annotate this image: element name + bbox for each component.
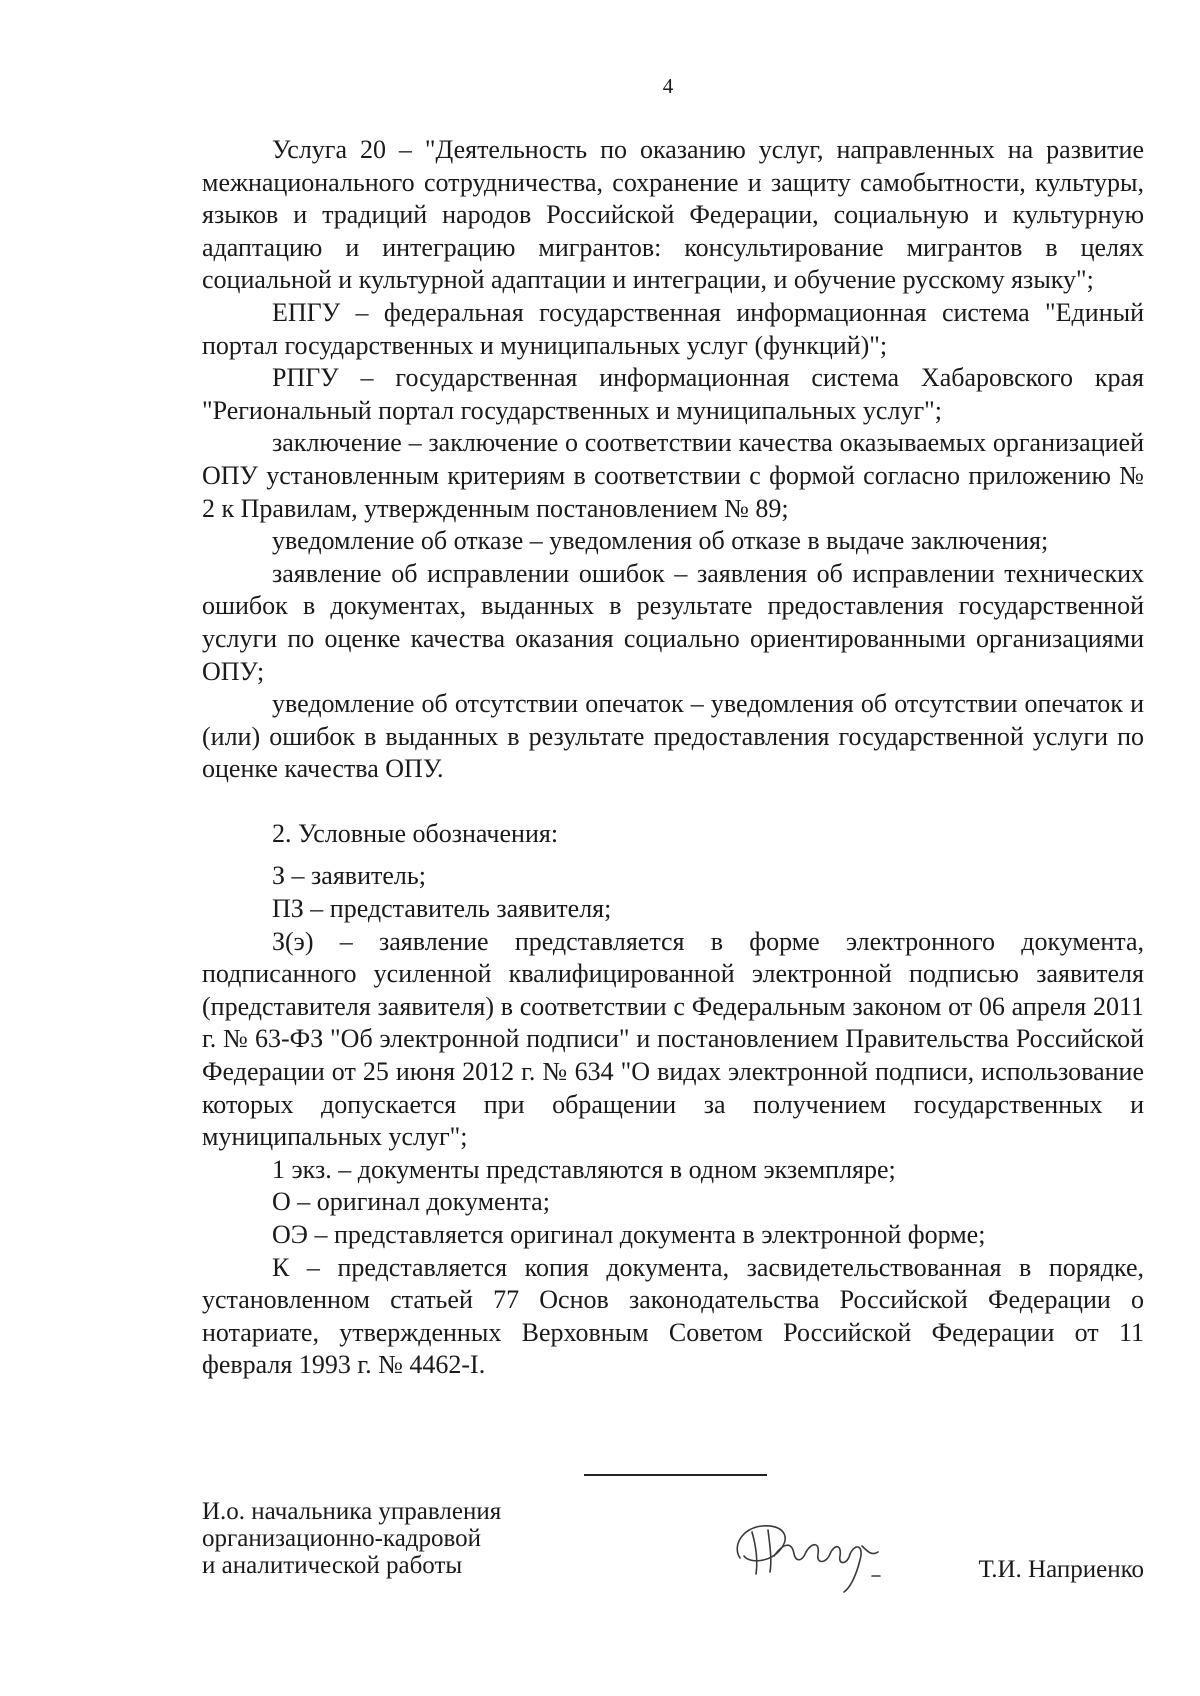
page-number: 4 (662, 74, 674, 98)
signature-block (202, 1498, 1144, 1598)
document-body (202, 134, 1144, 1382)
paragraph: Услуга 20 – "Деятельность по оказанию услуг, направленных на развитие межнационального сотрудничества, сохранение и защиту самобытности, культуры, языков и традиций народов Российской Федерации, социальную и культурную адаптацию и интеграцию мигрантов: консультирование мигрантов в целях социальной и культурной адаптации и интеграции, и обучение русскому языку"; (202, 135, 1144, 295)
paragraph: уведомление об отсутствии опечаток – уведомления об отсутствии опечаток и (или) ошибок в выданных в результате предоставления государственной услуги по оценке качества ОПУ. (202, 689, 1144, 784)
definition-item: ПЗ – представитель заявителя; (272, 894, 612, 924)
paragraph: уведомление об отказе – уведомления об отказе в выдаче заключения; (272, 526, 1049, 556)
definition-item: О – оригинал документа; (272, 1187, 550, 1217)
definition-item: К – представляется копия документа, засвидетельствованная в порядке, установленном статьей 77 Основ законодательства Российской Федерации о нотариате, утвержденных Верховным Советом Российской Федерации от 11 февраля 1993 г. № 4462-I. (202, 1252, 1144, 1380)
paragraph: РПГУ – государственная информационная система Хабаровского края "Региональный портал государственных и муниципальных услуг"; (202, 363, 1144, 425)
definition-item: 1 экз. – документы представляются в одном экземпляре; (272, 1154, 896, 1184)
paragraph: ЕПГУ – федеральная государственная информационная система "Единый портал государственных и муниципальных услуг (функций)"; (202, 297, 1144, 360)
position-line: организационно-кадровой (202, 1525, 482, 1552)
paragraph: заключение – заключение о соответствии качества оказываемых организацией ОПУ установленным критериям в соответствии с формой согласно приложению № 2 к Правилам, утвержденным постановлением № 89; (202, 428, 1144, 523)
definition-item: З – заявитель; (272, 861, 426, 891)
signer-name: Т.И. Наприенко (978, 1556, 1144, 1583)
position-line: И.о. начальника управления (202, 1498, 502, 1525)
section-heading: 2. Условные обозначения: (272, 818, 559, 848)
position-line: и аналитической работы (202, 1552, 463, 1579)
signer-position (202, 1498, 602, 1579)
definition-item: ОЭ – представляется оригинал документа в электронной форме; (272, 1220, 986, 1249)
closing-divider (584, 1474, 767, 1476)
handwritten-signature (722, 1506, 912, 1596)
paragraph: заявление об исправлении ошибок – заявления об исправлении технических ошибок в документах, выданных в результате предоставления государственной услуги по оценке качества оказания социально ориентированными организациями ОПУ; (202, 558, 1144, 686)
definition-item: З(э) – заявление представляется в форме электронного документа, подписанного усиленной квалифицированной электронной подписью заявителя (представителя заявителя) в соответствии с Федеральным законом от 06 апреля 2011 г. № 63-ФЗ "Об электронной подписи" и постановлением Правительства Российской Федерации от 25 июня 2012 г. № 634 "О видах электронной подписи, использование которых допускается при обращении за получением государственных и муниципальных услуг"; (202, 926, 1144, 1152)
